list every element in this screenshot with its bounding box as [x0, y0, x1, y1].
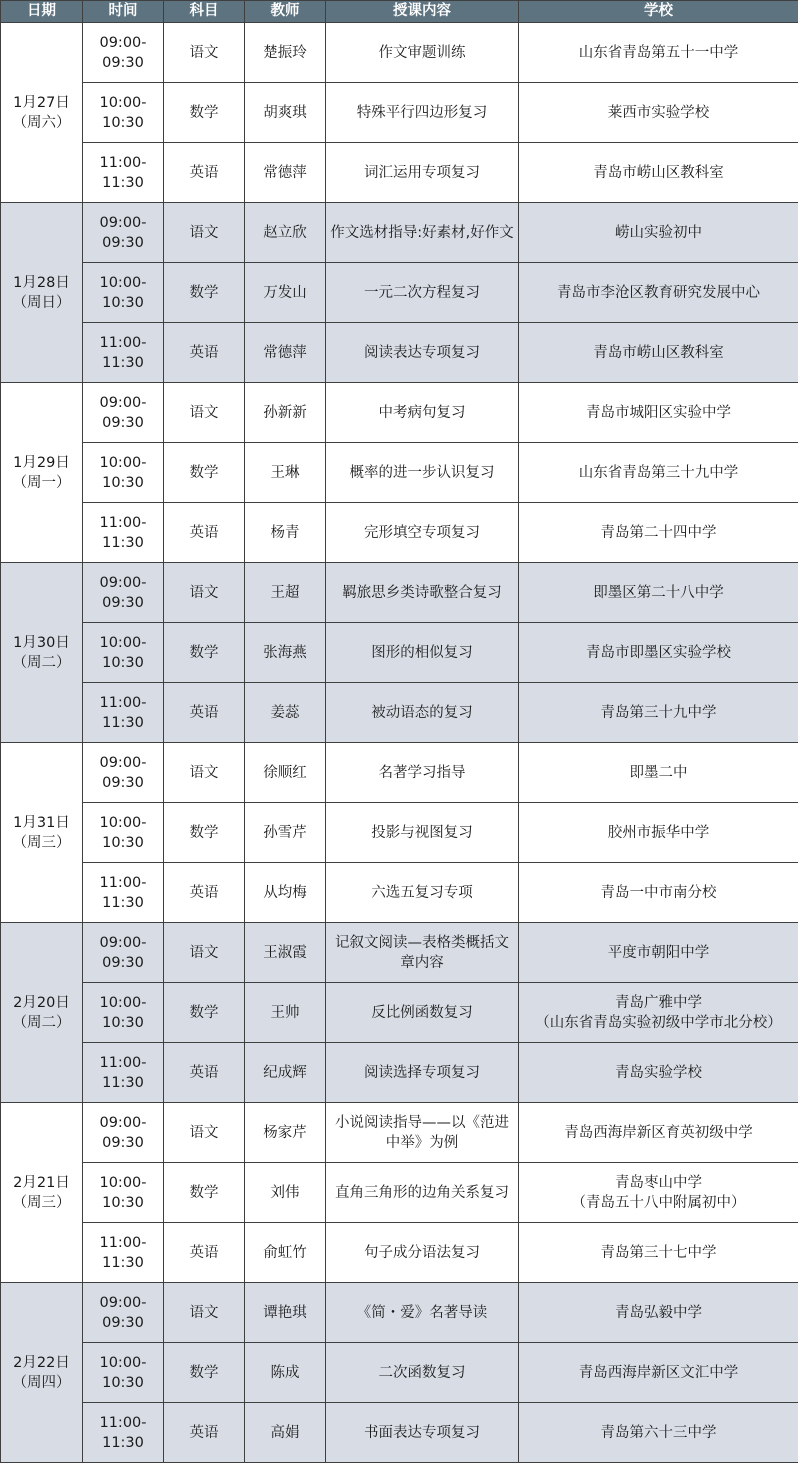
time-end: 09:30: [102, 54, 144, 71]
weekday-label: （周三）: [12, 1194, 71, 1211]
subject-cell: 数学: [164, 83, 245, 143]
time-start: 10:00-: [99, 94, 147, 111]
school-cell: [519, 1223, 798, 1283]
content-cell: 投影与视图复习: [326, 803, 519, 863]
school-cell: [519, 983, 798, 1043]
school-cell: [519, 623, 798, 683]
table-row: [1, 683, 798, 743]
school-name: 胶州市振华中学: [607, 824, 710, 841]
school-name: 莱西市实验学校: [607, 104, 710, 121]
time-end: 09:30: [102, 594, 144, 611]
time-cell: [83, 683, 164, 743]
table-row: [1, 1403, 798, 1463]
table-row: [1, 23, 798, 83]
date-cell: [1, 1283, 83, 1463]
school-name: 即墨二中: [629, 764, 688, 781]
table-row: [1, 863, 798, 923]
school-cell: [519, 563, 798, 623]
time-start: 11:00-: [99, 1054, 147, 1071]
content-cell: 二次函数复习: [326, 1343, 519, 1403]
subject-cell: 语文: [164, 1283, 245, 1343]
subject-cell: 语文: [164, 1103, 245, 1163]
time-end: 11:30: [102, 534, 144, 551]
subject-cell: 语文: [164, 563, 245, 623]
date-label: 1月27日: [13, 94, 70, 111]
weekday-label: （周三）: [12, 834, 71, 851]
date-cell: [1, 923, 83, 1103]
header-row: [1, 1, 798, 23]
time-cell: [83, 23, 164, 83]
time-cell: [83, 83, 164, 143]
content-cell: 名著学习指导: [326, 743, 519, 803]
content-cell: 记叙文阅读—表格类概括文章内容: [326, 923, 519, 983]
school-name: 平度市朝阳中学: [607, 944, 710, 961]
weekday-label: （周四）: [12, 1374, 71, 1391]
content-cell: 书面表达专项复习: [326, 1403, 519, 1463]
time-end: 11:30: [102, 354, 144, 371]
school-cell: [519, 1043, 798, 1103]
time-start: 10:00-: [99, 814, 147, 831]
teacher-cell: 常德萍: [245, 143, 326, 203]
weekday-label: （周日）: [12, 294, 71, 311]
school-alt-name: （青岛五十八中附属初中）: [571, 1194, 746, 1211]
date-label: 2月20日: [13, 994, 70, 1011]
school-name: 青岛一中市南分校: [600, 884, 717, 901]
time-cell: [83, 1163, 164, 1223]
time-cell: [83, 563, 164, 623]
school-cell: [519, 863, 798, 923]
time-end: 10:30: [102, 834, 144, 851]
date-cell: [1, 383, 83, 563]
school-alt-name: （山东省青岛实验初级中学市北分校）: [535, 1014, 782, 1031]
school-name: 青岛市崂山区教科室: [593, 344, 724, 361]
schedule-body: [1, 23, 798, 1463]
table-row: [1, 1223, 798, 1283]
time-cell: [83, 503, 164, 563]
header-school: 学校: [519, 1, 798, 23]
school-name: 青岛枣山中学: [615, 1174, 702, 1191]
time-cell: [83, 983, 164, 1043]
school-name: 青岛广雅中学: [615, 994, 702, 1011]
time-cell: [83, 1103, 164, 1163]
content-cell: 小说阅读指导——以《范进中举》为例: [326, 1103, 519, 1163]
time-cell: [83, 1223, 164, 1283]
weekday-label: （周六）: [12, 114, 71, 131]
school-cell: [519, 143, 798, 203]
content-cell: 阅读选择专项复习: [326, 1043, 519, 1103]
teacher-cell: 万发山: [245, 263, 326, 323]
content-cell: 《简・爱》名著导读: [326, 1283, 519, 1343]
table-row: [1, 83, 798, 143]
table-row: [1, 1103, 798, 1163]
school-name: 青岛弘毅中学: [615, 1304, 702, 1321]
time-start: 09:00-: [99, 574, 147, 591]
time-end: 11:30: [102, 894, 144, 911]
weekday-label: （周二）: [12, 654, 71, 671]
time-end: 11:30: [102, 1074, 144, 1091]
school-name: 青岛西海岸新区文汇中学: [578, 1364, 739, 1381]
content-cell: 直角三角形的边角关系复习: [326, 1163, 519, 1223]
date-label: 1月29日: [13, 454, 70, 471]
table-row: [1, 203, 798, 263]
content-cell: 作文审题训练: [326, 23, 519, 83]
time-end: 10:30: [102, 1194, 144, 1211]
table-row: [1, 803, 798, 863]
time-cell: [83, 143, 164, 203]
teacher-cell: 胡爽琪: [245, 83, 326, 143]
time-start: 10:00-: [99, 1354, 147, 1371]
time-cell: [83, 203, 164, 263]
table-row: [1, 563, 798, 623]
time-start: 11:00-: [99, 694, 147, 711]
time-end: 10:30: [102, 1374, 144, 1391]
teacher-cell: 徐顺红: [245, 743, 326, 803]
school-cell: [519, 1343, 798, 1403]
subject-cell: 语文: [164, 203, 245, 263]
school-cell: [519, 1283, 798, 1343]
time-end: 09:30: [102, 774, 144, 791]
time-start: 09:00-: [99, 34, 147, 51]
table-row: [1, 983, 798, 1043]
time-start: 09:00-: [99, 934, 147, 951]
school-cell: [519, 203, 798, 263]
subject-cell: 数学: [164, 983, 245, 1043]
time-start: 10:00-: [99, 454, 147, 471]
teacher-cell: 王超: [245, 563, 326, 623]
time-end: 10:30: [102, 654, 144, 671]
teacher-cell: 王琳: [245, 443, 326, 503]
school-name: 青岛第六十三中学: [600, 1424, 717, 1441]
school-cell: [519, 323, 798, 383]
school-cell: [519, 383, 798, 443]
table-row: [1, 743, 798, 803]
date-label: 1月28日: [13, 274, 70, 291]
date-cell: [1, 743, 83, 923]
date-label: 2月22日: [13, 1354, 70, 1371]
table-row: [1, 323, 798, 383]
school-cell: [519, 923, 798, 983]
content-cell: 一元二次方程复习: [326, 263, 519, 323]
table-row: [1, 623, 798, 683]
time-end: 11:30: [102, 714, 144, 731]
teacher-cell: 孙新新: [245, 383, 326, 443]
time-end: 09:30: [102, 414, 144, 431]
subject-cell: 英语: [164, 1043, 245, 1103]
table-row: [1, 503, 798, 563]
subject-cell: 数学: [164, 443, 245, 503]
time-cell: [83, 923, 164, 983]
school-name: 青岛实验学校: [615, 1064, 702, 1081]
date-cell: [1, 203, 83, 383]
table-row: [1, 1163, 798, 1223]
subject-cell: 数学: [164, 263, 245, 323]
teacher-cell: 纪成辉: [245, 1043, 326, 1103]
table-row: [1, 443, 798, 503]
content-cell: 句子成分语法复习: [326, 1223, 519, 1283]
time-start: 10:00-: [99, 1174, 147, 1191]
time-cell: [83, 383, 164, 443]
time-cell: [83, 743, 164, 803]
time-end: 10:30: [102, 294, 144, 311]
content-cell: 图形的相似复习: [326, 623, 519, 683]
weekday-label: （周二）: [12, 1014, 71, 1031]
time-start: 09:00-: [99, 394, 147, 411]
school-cell: [519, 263, 798, 323]
time-start: 11:00-: [99, 1414, 147, 1431]
school-name: 山东省青岛第五十一中学: [578, 44, 739, 61]
teacher-cell: 姜蕊: [245, 683, 326, 743]
content-cell: 特殊平行四边形复习: [326, 83, 519, 143]
teacher-cell: 王淑霞: [245, 923, 326, 983]
time-end: 11:30: [102, 1434, 144, 1451]
content-cell: 完形填空专项复习: [326, 503, 519, 563]
time-start: 11:00-: [99, 154, 147, 171]
time-start: 09:00-: [99, 214, 147, 231]
teacher-cell: 楚振玲: [245, 23, 326, 83]
school-cell: [519, 23, 798, 83]
subject-cell: 英语: [164, 863, 245, 923]
school-cell: [519, 743, 798, 803]
time-cell: [83, 263, 164, 323]
content-cell: 概率的进一步认识复习: [326, 443, 519, 503]
time-end: 10:30: [102, 1014, 144, 1031]
header-date: 日期: [1, 1, 83, 23]
teacher-cell: 赵立欣: [245, 203, 326, 263]
school-cell: [519, 1103, 798, 1163]
content-cell: 被动语态的复习: [326, 683, 519, 743]
time-start: 11:00-: [99, 334, 147, 351]
content-cell: 阅读表达专项复习: [326, 323, 519, 383]
subject-cell: 英语: [164, 503, 245, 563]
time-cell: [83, 803, 164, 863]
teacher-cell: 俞虹竹: [245, 1223, 326, 1283]
date-cell: [1, 563, 83, 743]
time-end: 09:30: [102, 1134, 144, 1151]
time-start: 09:00-: [99, 1114, 147, 1131]
teacher-cell: 刘伟: [245, 1163, 326, 1223]
teacher-cell: 高娟: [245, 1403, 326, 1463]
subject-cell: 数学: [164, 803, 245, 863]
subject-cell: 语文: [164, 743, 245, 803]
school-cell: [519, 683, 798, 743]
subject-cell: 语文: [164, 383, 245, 443]
weekday-label: （周一）: [12, 474, 71, 491]
time-cell: [83, 443, 164, 503]
time-start: 10:00-: [99, 634, 147, 651]
date-label: 1月31日: [13, 814, 70, 831]
time-cell: [83, 863, 164, 923]
school-name: 青岛市崂山区教科室: [593, 164, 724, 181]
content-cell: 反比例函数复习: [326, 983, 519, 1043]
time-start: 09:00-: [99, 754, 147, 771]
time-start: 10:00-: [99, 274, 147, 291]
table-row: [1, 923, 798, 983]
content-cell: 作文选材指导:好素材,好作文: [326, 203, 519, 263]
school-cell: [519, 503, 798, 563]
time-cell: [83, 1043, 164, 1103]
subject-cell: 英语: [164, 1403, 245, 1463]
time-end: 10:30: [102, 474, 144, 491]
school-name: 即墨区第二十八中学: [593, 584, 724, 601]
teacher-cell: 陈成: [245, 1343, 326, 1403]
teacher-cell: 从均梅: [245, 863, 326, 923]
teacher-cell: 谭艳琪: [245, 1283, 326, 1343]
time-end: 09:30: [102, 1314, 144, 1331]
school-name: 青岛市即墨区实验学校: [586, 644, 731, 661]
time-start: 11:00-: [99, 514, 147, 531]
header-content: 授课内容: [326, 1, 519, 23]
school-cell: [519, 83, 798, 143]
subject-cell: 语文: [164, 23, 245, 83]
school-name: 青岛西海岸新区育英初级中学: [564, 1124, 753, 1141]
content-cell: 词汇运用专项复习: [326, 143, 519, 203]
table-row: [1, 383, 798, 443]
date-label: 1月30日: [13, 634, 70, 651]
table-row: [1, 1283, 798, 1343]
school-name: 青岛第二十四中学: [600, 524, 717, 541]
table-row: [1, 263, 798, 323]
time-end: 09:30: [102, 954, 144, 971]
school-cell: [519, 1163, 798, 1223]
date-label: 2月21日: [13, 1174, 70, 1191]
subject-cell: 英语: [164, 683, 245, 743]
time-start: 09:00-: [99, 1294, 147, 1311]
header-teacher: 教师: [245, 1, 326, 23]
time-cell: [83, 1403, 164, 1463]
teacher-cell: 孙雪芹: [245, 803, 326, 863]
content-cell: 六选五复习专项: [326, 863, 519, 923]
school-cell: [519, 1403, 798, 1463]
table-row: [1, 143, 798, 203]
school-name: 青岛第三十七中学: [600, 1244, 717, 1261]
subject-cell: 语文: [164, 923, 245, 983]
school-name: 崂山实验初中: [615, 224, 702, 241]
time-end: 11:30: [102, 174, 144, 191]
subject-cell: 英语: [164, 1223, 245, 1283]
school-name: 青岛第三十九中学: [600, 704, 717, 721]
time-end: 10:30: [102, 114, 144, 131]
school-name: 青岛市城阳区实验中学: [586, 404, 731, 421]
time-end: 11:30: [102, 1254, 144, 1271]
school-cell: [519, 803, 798, 863]
teacher-cell: 王帅: [245, 983, 326, 1043]
time-cell: [83, 1283, 164, 1343]
subject-cell: 数学: [164, 623, 245, 683]
table-row: [1, 1343, 798, 1403]
time-cell: [83, 323, 164, 383]
school-name: 山东省青岛第三十九中学: [578, 464, 739, 481]
date-cell: [1, 1103, 83, 1283]
subject-cell: 英语: [164, 323, 245, 383]
time-start: 10:00-: [99, 994, 147, 1011]
header-time: 时间: [83, 1, 164, 23]
date-cell: [1, 23, 83, 203]
table-row: [1, 1043, 798, 1103]
school-cell: [519, 443, 798, 503]
time-end: 09:30: [102, 234, 144, 251]
subject-cell: 数学: [164, 1343, 245, 1403]
time-start: 11:00-: [99, 1234, 147, 1251]
subject-cell: 数学: [164, 1163, 245, 1223]
time-cell: [83, 623, 164, 683]
teacher-cell: 杨家芹: [245, 1103, 326, 1163]
header-subject: 科目: [164, 1, 245, 23]
teacher-cell: 常德萍: [245, 323, 326, 383]
teacher-cell: 张海燕: [245, 623, 326, 683]
content-cell: 羁旅思乡类诗歌整合复习: [326, 563, 519, 623]
content-cell: 中考病句复习: [326, 383, 519, 443]
subject-cell: 英语: [164, 143, 245, 203]
teacher-cell: 杨青: [245, 503, 326, 563]
school-name: 青岛市李沧区教育研究发展中心: [557, 284, 760, 301]
time-cell: [83, 1343, 164, 1403]
time-start: 11:00-: [99, 874, 147, 891]
